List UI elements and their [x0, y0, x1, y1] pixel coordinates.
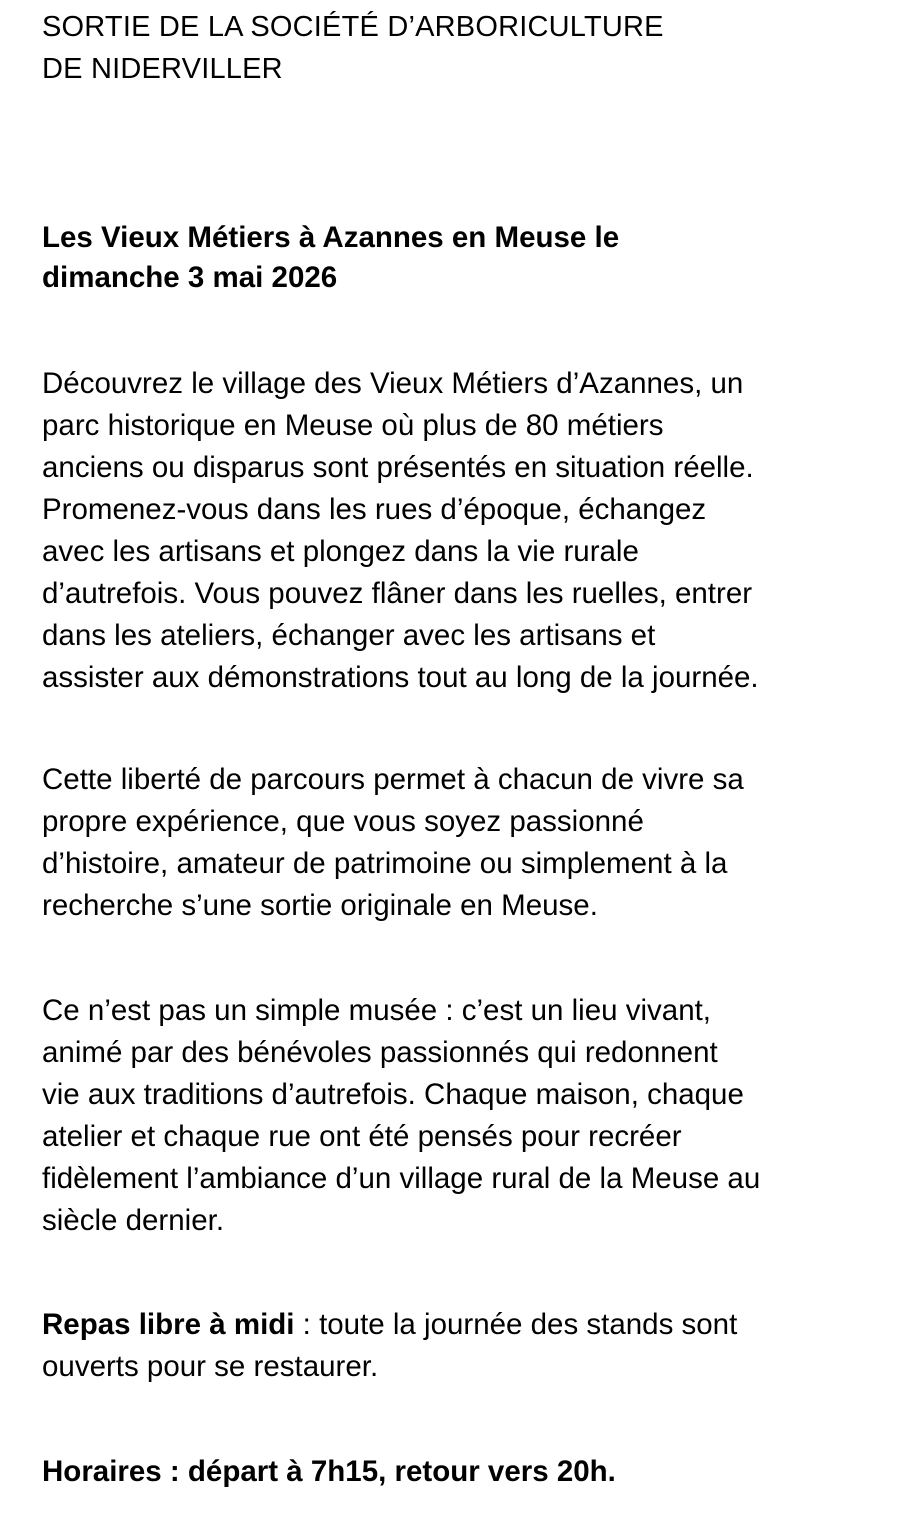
paragraph-line: Découvrez le village des Vieux Métiers d’Azannes, un — [42, 367, 744, 400]
title-line: dimanche 3 mai 2026 — [42, 261, 338, 294]
paragraph-line: Promenez-vous dans les rues d’époque, échangez — [42, 493, 707, 526]
paragraph-line: animé par des bénévoles passionnés qui redonnent — [42, 1036, 718, 1069]
paragraph-line: recherche s’une sortie originale en Meuse. — [42, 889, 598, 922]
paragraph-line: propre expérience, que vous soyez passionné — [42, 805, 644, 838]
society-header — [42, 6, 872, 90]
meal-line — [42, 1304, 872, 1346]
paragraph-line: fidèlement l’ambiance d’un village rural de la Meuse au — [42, 1162, 761, 1195]
paragraph-line: anciens ou disparus sont présentés en situation réelle. — [42, 451, 754, 484]
paragraph-line: Ce n’est pas un simple musée : c’est un lieu vivant, — [42, 994, 711, 1027]
header-line: SORTIE DE LA SOCIÉTÉ D’ARBORICULTURE — [42, 11, 664, 43]
paragraph-line: dans les ateliers, échanger avec les artisans et — [42, 619, 656, 652]
meal-info — [42, 1304, 872, 1388]
event-title — [42, 218, 872, 298]
header-line: DE NIDERVILLER — [42, 53, 283, 85]
schedule-info — [42, 1451, 872, 1493]
title-line: Les Vieux Métiers à Azannes en Meuse le — [42, 221, 620, 254]
meal-text: : toute la journée des stands sont — [294, 1308, 738, 1341]
schedule-line: Horaires : départ à 7h15, retour vers 20h. — [42, 1455, 616, 1488]
paragraph-line: d’histoire, amateur de patrimoine ou simplement à la — [42, 847, 728, 880]
paragraph-line: vie aux traditions d’autrefois. Chaque maison, chaque — [42, 1078, 744, 1111]
paragraph-line: siècle dernier. — [42, 1204, 225, 1237]
meal-label: Repas libre à midi — [42, 1308, 295, 1341]
meal-line: ouverts pour se restaurer. — [42, 1350, 379, 1383]
description-paragraph — [42, 363, 872, 699]
paragraph-line: parc historique en Meuse où plus de 80 métiers — [42, 409, 664, 442]
paragraph-line: Cette liberté de parcours permet à chacun de vivre sa — [42, 763, 744, 796]
paragraph-line: avec les artisans et plongez dans la vie rurale — [42, 535, 639, 568]
living-place-paragraph — [42, 990, 872, 1242]
paragraph-line: d’autrefois. Vous pouvez flâner dans les ruelles, entrer — [42, 577, 753, 610]
paragraph-line: assister aux démonstrations tout au long de la journée. — [42, 661, 759, 694]
freedom-paragraph — [42, 759, 872, 927]
paragraph-line: atelier et chaque rue ont été pensés pour recréer — [42, 1120, 682, 1153]
